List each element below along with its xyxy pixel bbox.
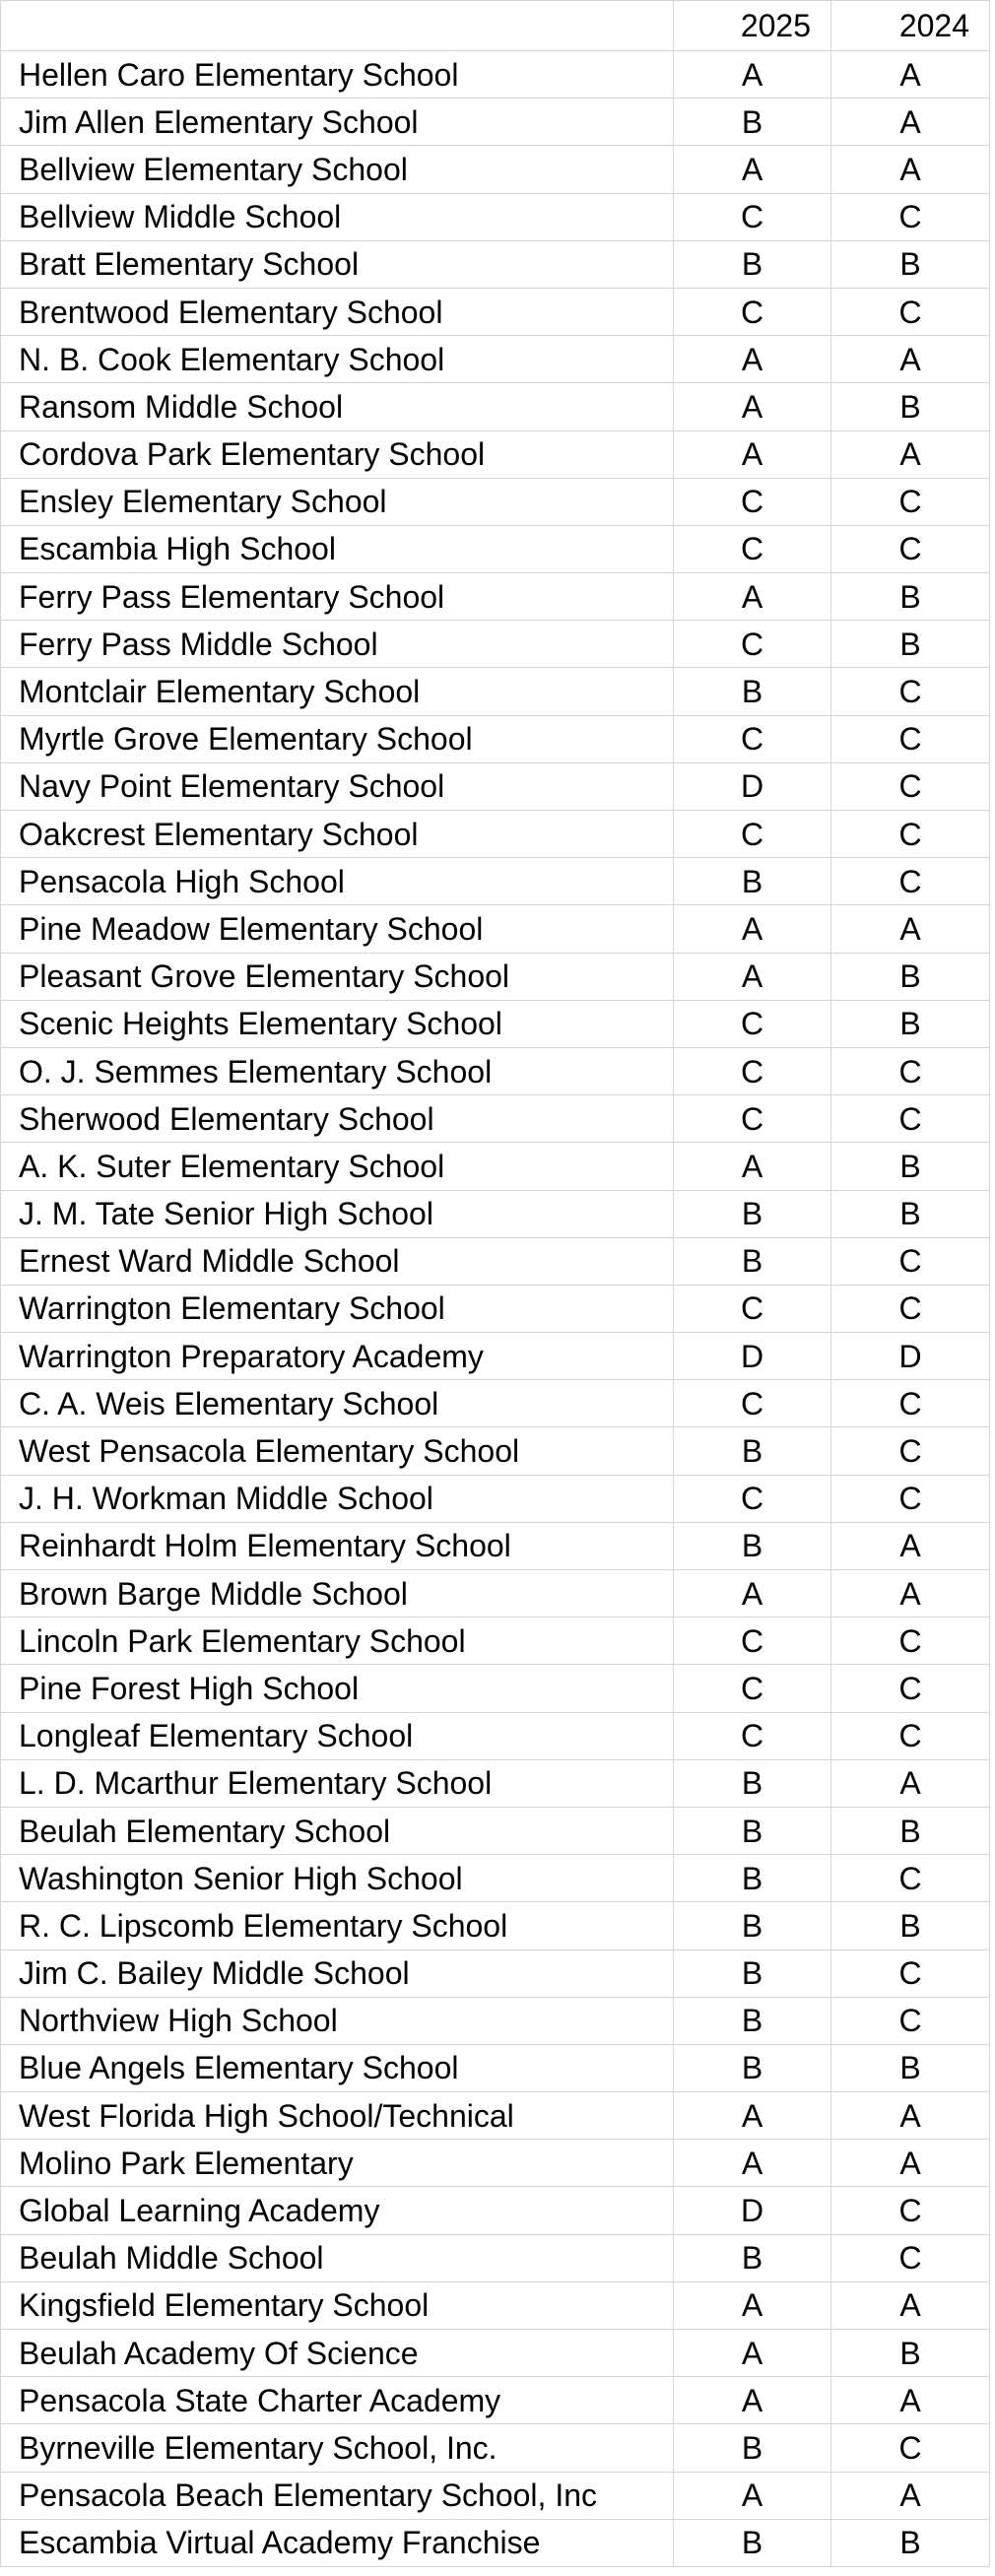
grade-2025-cell[interactable]: C xyxy=(674,288,831,335)
school-name-cell[interactable]: Beulah Elementary School xyxy=(1,1807,674,1854)
grade-2025-cell[interactable]: D xyxy=(674,2187,831,2234)
grade-2025-cell[interactable]: B xyxy=(674,1902,831,1949)
grade-2025-cell[interactable]: B xyxy=(674,1807,831,1854)
grade-2025-cell[interactable]: B xyxy=(674,240,831,288)
table-row xyxy=(1,2187,990,2234)
table-row xyxy=(1,953,990,1000)
grade-2024-cell[interactable]: B xyxy=(831,2044,990,2091)
grade-2025-cell[interactable]: B xyxy=(674,858,831,905)
school-name-cell[interactable]: Pensacola High School xyxy=(1,858,674,905)
table-row xyxy=(1,811,990,858)
grade-2024-cell[interactable]: A xyxy=(831,2140,990,2187)
grade-2024-cell[interactable]: C xyxy=(831,1237,990,1285)
grade-2024-cell[interactable]: A xyxy=(831,336,990,383)
grade-2025-cell[interactable]: A xyxy=(674,1143,831,1190)
grade-2024-cell[interactable]: A xyxy=(831,2377,990,2424)
grade-2024-cell[interactable]: B xyxy=(831,1902,990,1949)
grade-2025-cell[interactable]: B xyxy=(674,1237,831,1285)
school-name-cell[interactable]: Reinhardt Holm Elementary School xyxy=(1,1522,674,1569)
grade-2024-cell[interactable]: C xyxy=(831,1855,990,1902)
grade-2025-cell[interactable]: C xyxy=(674,715,831,762)
school-name-cell[interactable]: N. B. Cook Elementary School xyxy=(1,336,674,383)
grade-2024-cell[interactable]: C xyxy=(831,1380,990,1427)
table-row xyxy=(1,193,990,240)
table-row xyxy=(1,1143,990,1190)
school-name-cell[interactable]: Ransom Middle School xyxy=(1,383,674,430)
school-name-cell[interactable]: Bratt Elementary School xyxy=(1,240,674,288)
grade-2025-cell[interactable]: C xyxy=(674,1618,831,1665)
table-row xyxy=(1,668,990,715)
school-name-cell[interactable]: Molino Park Elementary xyxy=(1,2140,674,2187)
grade-2024-cell[interactable]: B xyxy=(831,2519,990,2566)
table-row xyxy=(1,2424,990,2472)
table-row xyxy=(1,1095,990,1143)
school-name-cell[interactable]: L. D. Mcarthur Elementary School xyxy=(1,1759,674,1807)
table-row xyxy=(1,762,990,810)
school-name-cell[interactable]: Global Learning Academy xyxy=(1,2187,674,2234)
grade-2024-cell[interactable]: A xyxy=(831,51,990,99)
table-body xyxy=(1,1,990,2567)
header-row xyxy=(1,1,990,51)
table-row xyxy=(1,1000,990,1047)
table-row xyxy=(1,1997,990,2044)
table-row xyxy=(1,288,990,335)
school-name-cell[interactable]: Pleasant Grove Elementary School xyxy=(1,953,674,1000)
grade-2025-cell[interactable]: C xyxy=(674,478,831,525)
table-row xyxy=(1,1902,990,1949)
grade-2024-cell[interactable]: C xyxy=(831,668,990,715)
school-name-cell[interactable]: J. H. Workman Middle School xyxy=(1,1475,674,1522)
school-name-cell[interactable]: Warrington Preparatory Academy xyxy=(1,1333,674,1380)
school-name-cell[interactable]: Hellen Caro Elementary School xyxy=(1,51,674,99)
grade-2024-cell[interactable]: A xyxy=(831,2281,990,2329)
grade-2025-cell[interactable]: C xyxy=(674,1380,831,1427)
school-name-cell[interactable]: Oakcrest Elementary School xyxy=(1,811,674,858)
grade-2025-cell[interactable]: C xyxy=(674,811,831,858)
school-name-cell[interactable]: C. A. Weis Elementary School xyxy=(1,1380,674,1427)
table-row xyxy=(1,1285,990,1332)
grade-2024-cell[interactable]: C xyxy=(831,858,990,905)
school-name-cell[interactable]: Longleaf Elementary School xyxy=(1,1712,674,1759)
grade-2024-cell[interactable]: C xyxy=(831,762,990,810)
school-name-cell[interactable]: Ernest Ward Middle School xyxy=(1,1237,674,1285)
school-name-cell[interactable]: Pine Forest High School xyxy=(1,1665,674,1712)
grade-2024-cell[interactable]: C xyxy=(831,2234,990,2281)
school-name-cell[interactable]: Lincoln Park Elementary School xyxy=(1,1618,674,1665)
grade-2025-cell[interactable]: A xyxy=(674,2377,831,2424)
grade-2024-cell[interactable]: B xyxy=(831,573,990,621)
table-row xyxy=(1,2377,990,2424)
grade-2024-cell[interactable]: A xyxy=(831,430,990,478)
table-row xyxy=(1,2519,990,2566)
grade-2025-cell[interactable]: C xyxy=(674,1285,831,1332)
grade-2025-cell[interactable]: A xyxy=(674,2092,831,2140)
school-name-cell[interactable]: Pensacola Beach Elementary School, Inc xyxy=(1,2472,674,2519)
table-row xyxy=(1,573,990,621)
grade-2025-cell[interactable]: D xyxy=(674,1333,831,1380)
school-name-cell[interactable]: Bellview Elementary School xyxy=(1,146,674,193)
school-name-cell[interactable]: Cordova Park Elementary School xyxy=(1,430,674,478)
grade-2024-cell[interactable]: B xyxy=(831,2330,990,2377)
school-name-cell[interactable]: Pine Meadow Elementary School xyxy=(1,905,674,953)
grade-2025-cell[interactable]: C xyxy=(674,1475,831,1522)
school-name-cell[interactable]: R. C. Lipscomb Elementary School xyxy=(1,1902,674,1949)
grade-2024-cell[interactable]: A xyxy=(831,905,990,953)
grade-2024-cell[interactable]: C xyxy=(831,2187,990,2234)
table-row xyxy=(1,525,990,572)
table-row xyxy=(1,621,990,668)
school-name-cell[interactable]: O. J. Semmes Elementary School xyxy=(1,1047,674,1094)
grade-2025-cell[interactable]: C xyxy=(674,193,831,240)
header-cell-2024[interactable]: 2024 xyxy=(831,1,990,51)
table-row xyxy=(1,1427,990,1475)
table-row xyxy=(1,1855,990,1902)
grade-2024-cell[interactable]: A xyxy=(831,1522,990,1569)
table-row xyxy=(1,715,990,762)
table-row xyxy=(1,1237,990,1285)
table-row xyxy=(1,1333,990,1380)
table-row xyxy=(1,1190,990,1237)
grade-2024-cell[interactable]: C xyxy=(831,715,990,762)
grade-2025-cell[interactable]: B xyxy=(674,2234,831,2281)
school-name-cell[interactable]: Ensley Elementary School xyxy=(1,478,674,525)
table-row xyxy=(1,905,990,953)
grade-2024-cell[interactable]: C xyxy=(831,288,990,335)
grade-2025-cell[interactable]: C xyxy=(674,1000,831,1047)
grade-2025-cell[interactable]: B xyxy=(674,99,831,146)
school-name-cell[interactable]: Jim Allen Elementary School xyxy=(1,99,674,146)
grade-2024-cell[interactable]: A xyxy=(831,2092,990,2140)
table-row xyxy=(1,51,990,99)
grade-2025-cell[interactable]: B xyxy=(674,1522,831,1569)
grade-2025-cell[interactable]: B xyxy=(674,2519,831,2566)
table-row xyxy=(1,2140,990,2187)
grade-2024-cell[interactable]: A xyxy=(831,146,990,193)
school-name-cell[interactable]: Beulah Academy Of Science xyxy=(1,2330,674,2377)
grade-2024-cell[interactable]: A xyxy=(831,1570,990,1618)
grade-2024-cell[interactable]: B xyxy=(831,1807,990,1854)
grade-2025-cell[interactable]: B xyxy=(674,2424,831,2472)
table-row xyxy=(1,1570,990,1618)
table-row xyxy=(1,146,990,193)
grade-2024-cell[interactable]: A xyxy=(831,1759,990,1807)
school-name-cell[interactable]: Blue Angels Elementary School xyxy=(1,2044,674,2091)
grade-2025-cell[interactable]: A xyxy=(674,573,831,621)
grade-2025-cell[interactable]: A xyxy=(674,953,831,1000)
school-name-cell[interactable]: Montclair Elementary School xyxy=(1,668,674,715)
table-row xyxy=(1,1522,990,1569)
grade-2024-cell[interactable]: C xyxy=(831,1665,990,1712)
grade-2024-cell[interactable]: C xyxy=(831,1618,990,1665)
grade-2024-cell[interactable]: C xyxy=(831,1285,990,1332)
grade-2024-cell[interactable]: A xyxy=(831,2472,990,2519)
school-name-cell[interactable]: Brown Barge Middle School xyxy=(1,1570,674,1618)
school-name-cell[interactable]: Bellview Middle School xyxy=(1,193,674,240)
grade-2025-cell[interactable]: A xyxy=(674,383,831,430)
school-name-cell[interactable]: Beulah Middle School xyxy=(1,2234,674,2281)
grade-2025-cell[interactable]: A xyxy=(674,2140,831,2187)
grade-2025-cell[interactable]: B xyxy=(674,1190,831,1237)
table-row xyxy=(1,1759,990,1807)
grade-2024-cell[interactable]: C xyxy=(831,478,990,525)
school-name-cell[interactable]: Ferry Pass Middle School xyxy=(1,621,674,668)
school-name-cell[interactable]: Kingsfield Elementary School xyxy=(1,2281,674,2329)
grade-2025-cell[interactable]: D xyxy=(674,762,831,810)
grade-2024-cell[interactable]: B xyxy=(831,1190,990,1237)
school-name-cell[interactable]: Sherwood Elementary School xyxy=(1,1095,674,1143)
grade-2024-cell[interactable]: A xyxy=(831,99,990,146)
table-row xyxy=(1,1047,990,1094)
school-name-cell[interactable]: Byrneville Elementary School, Inc. xyxy=(1,2424,674,2472)
school-name-cell[interactable]: Northview High School xyxy=(1,1997,674,2044)
grade-2025-cell[interactable]: B xyxy=(674,2044,831,2091)
school-name-cell[interactable]: West Pensacola Elementary School xyxy=(1,1427,674,1475)
table-row xyxy=(1,240,990,288)
grade-2024-cell[interactable]: B xyxy=(831,1143,990,1190)
grade-2025-cell[interactable]: B xyxy=(674,1855,831,1902)
grade-2024-cell[interactable]: C xyxy=(831,525,990,572)
grade-2025-cell[interactable]: B xyxy=(674,1997,831,2044)
school-name-cell[interactable]: Brentwood Elementary School xyxy=(1,288,674,335)
grade-2025-cell[interactable]: A xyxy=(674,336,831,383)
grade-2024-cell[interactable]: C xyxy=(831,1475,990,1522)
school-name-cell[interactable]: Ferry Pass Elementary School xyxy=(1,573,674,621)
grade-2025-cell[interactable]: B xyxy=(674,668,831,715)
table-row xyxy=(1,2472,990,2519)
grade-2024-cell[interactable]: D xyxy=(831,1333,990,1380)
grade-2024-cell[interactable]: C xyxy=(831,1095,990,1143)
table-row xyxy=(1,2092,990,2140)
grade-2025-cell[interactable]: A xyxy=(674,2281,831,2329)
table-row xyxy=(1,99,990,146)
grade-2025-cell[interactable]: A xyxy=(674,430,831,478)
grade-2024-cell[interactable]: C xyxy=(831,811,990,858)
school-name-cell[interactable]: A. K. Suter Elementary School xyxy=(1,1143,674,1190)
school-name-cell[interactable]: West Florida High School/Technical xyxy=(1,2092,674,2140)
grade-2024-cell[interactable]: C xyxy=(831,1712,990,1759)
table-row xyxy=(1,2330,990,2377)
table-row xyxy=(1,1949,990,1997)
grade-2025-cell[interactable]: C xyxy=(674,1047,831,1094)
grade-2025-cell[interactable]: B xyxy=(674,1759,831,1807)
school-name-cell[interactable]: Jim C. Bailey Middle School xyxy=(1,1949,674,1997)
table-row xyxy=(1,336,990,383)
grade-2025-cell[interactable]: C xyxy=(674,525,831,572)
table-row xyxy=(1,2281,990,2329)
grade-2024-cell[interactable]: B xyxy=(831,240,990,288)
grade-2025-cell[interactable]: A xyxy=(674,2472,831,2519)
grade-2024-cell[interactable]: B xyxy=(831,621,990,668)
grade-2025-cell[interactable]: C xyxy=(674,1665,831,1712)
header-cell-2025[interactable]: 2025 xyxy=(674,1,831,51)
grade-2025-cell[interactable]: C xyxy=(674,1095,831,1143)
table-row xyxy=(1,478,990,525)
table-row xyxy=(1,2044,990,2091)
grade-2024-cell[interactable]: C xyxy=(831,1949,990,1997)
table-row xyxy=(1,1665,990,1712)
grade-2024-cell[interactable]: B xyxy=(831,1000,990,1047)
table-row xyxy=(1,1475,990,1522)
school-name-cell[interactable]: Washington Senior High School xyxy=(1,1855,674,1902)
school-name-cell[interactable]: Myrtle Grove Elementary School xyxy=(1,715,674,762)
school-name-cell[interactable]: Pensacola State Charter Academy xyxy=(1,2377,674,2424)
grade-2025-cell[interactable]: B xyxy=(674,1949,831,1997)
school-name-cell[interactable]: Escambia High School xyxy=(1,525,674,572)
table-row xyxy=(1,1618,990,1665)
table-row xyxy=(1,1380,990,1427)
grade-2024-cell[interactable]: C xyxy=(831,1047,990,1094)
grade-2024-cell[interactable]: B xyxy=(831,383,990,430)
grade-2024-cell[interactable]: C xyxy=(831,1997,990,2044)
table-row xyxy=(1,383,990,430)
grade-2025-cell[interactable]: A xyxy=(674,51,831,99)
school-name-cell[interactable]: J. M. Tate Senior High School xyxy=(1,1190,674,1237)
table-row xyxy=(1,1807,990,1854)
grade-2025-cell[interactable]: B xyxy=(674,1427,831,1475)
grade-2025-cell[interactable]: A xyxy=(674,1570,831,1618)
grade-2025-cell[interactable]: A xyxy=(674,2330,831,2377)
school-name-cell[interactable]: Navy Point Elementary School xyxy=(1,762,674,810)
table-row xyxy=(1,1712,990,1759)
school-name-cell[interactable]: Escambia Virtual Academy Franchise xyxy=(1,2519,674,2566)
grade-2024-cell[interactable]: C xyxy=(831,1427,990,1475)
header-cell-name[interactable] xyxy=(1,1,674,51)
grade-2024-cell[interactable]: B xyxy=(831,953,990,1000)
school-name-cell[interactable]: Warrington Elementary School xyxy=(1,1285,674,1332)
grade-2024-cell[interactable]: C xyxy=(831,193,990,240)
grade-2025-cell[interactable]: A xyxy=(674,905,831,953)
table-row xyxy=(1,858,990,905)
grade-2025-cell[interactable]: C xyxy=(674,621,831,668)
grade-2025-cell[interactable]: A xyxy=(674,146,831,193)
grade-2025-cell[interactable]: C xyxy=(674,1712,831,1759)
table-row xyxy=(1,430,990,478)
school-name-cell[interactable]: Scenic Heights Elementary School xyxy=(1,1000,674,1047)
table-row xyxy=(1,2234,990,2281)
grade-2024-cell[interactable]: C xyxy=(831,2424,990,2472)
